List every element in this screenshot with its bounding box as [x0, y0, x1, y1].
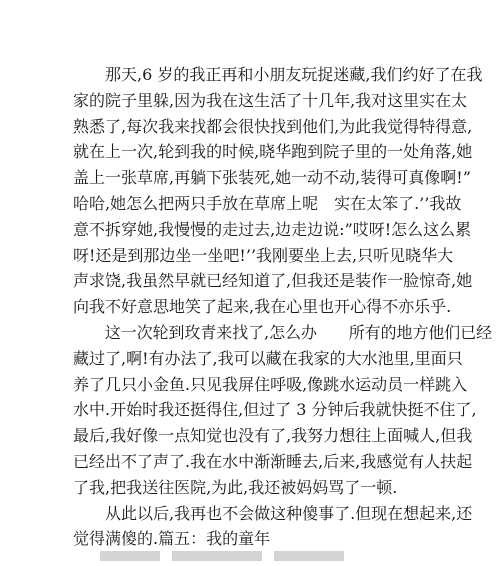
text-line: 这一次轮到玫青来找了,怎么办 所有的地方他们已经 [73, 323, 493, 342]
text-line: 呀!还是到那边坐一坐吧!’’我刚要坐上去,只听见晓华大 [73, 245, 454, 265]
text-line: 藏过了,啊!有办法了,我可以藏在我家的大水池里,里面只 [73, 348, 463, 368]
text-line: 向我不好意思地笑了起来,我在心里也开心得不亦乐乎. [73, 297, 452, 317]
text-line: 家的院子里躲,因为我在这生活了十几年,我对这里实在太 [73, 90, 468, 110]
text-line: 水中.开始时我还挺得住,但过了 3 分钟后我就快挺不住了, [73, 400, 477, 420]
text-line: 从此以后,我再也不会做这种傻事了.但现在想起来,还 [73, 503, 473, 523]
text-line: 哈哈,她怎么把两只手放在草席上呢 实在太笨了.’’我故 [73, 194, 462, 213]
text-line: 就在上一次,轮到我的时候,晓华跑到院子里的一处角落,她 [73, 142, 473, 162]
text-line: 意不拆穿她,我慢慢的走过去,边走边说:”哎呀!怎么这么累 [73, 219, 472, 239]
text-line: 最后,我好像一点知觉也没有了,我努力想往上面喊人,但我 [73, 426, 473, 446]
text-line: 了我,把我送往医院,为此,我还被妈妈骂了一顿. [73, 477, 398, 497]
text-line: 觉得满傻的.篇五：我的童年 [73, 529, 271, 549]
text-line: 养了几只小金鱼.只见我屏住呼吸,像跳水运动员一样跳入 [73, 374, 468, 394]
text-line: 盖上一张草席,再躺下张装死,她一动不动,装得可真像啊!” [73, 168, 471, 188]
text-line: 那天,6 岁的我正再和小朋友玩捉迷藏,我们约好了在我 [73, 65, 483, 84]
text-line: 熟悉了,每次我来找都会很快找到他们,为此我觉得特得意, [73, 116, 473, 136]
text-line: 已经出不了声了.我在水中渐渐睡去,后来,我感觉有人扶起 [73, 452, 473, 471]
text-line: 声求饶,我虽然早就已经知道了,但我还是装作一脸惊奇,她 [73, 271, 473, 291]
cut-off-line [100, 548, 400, 562]
